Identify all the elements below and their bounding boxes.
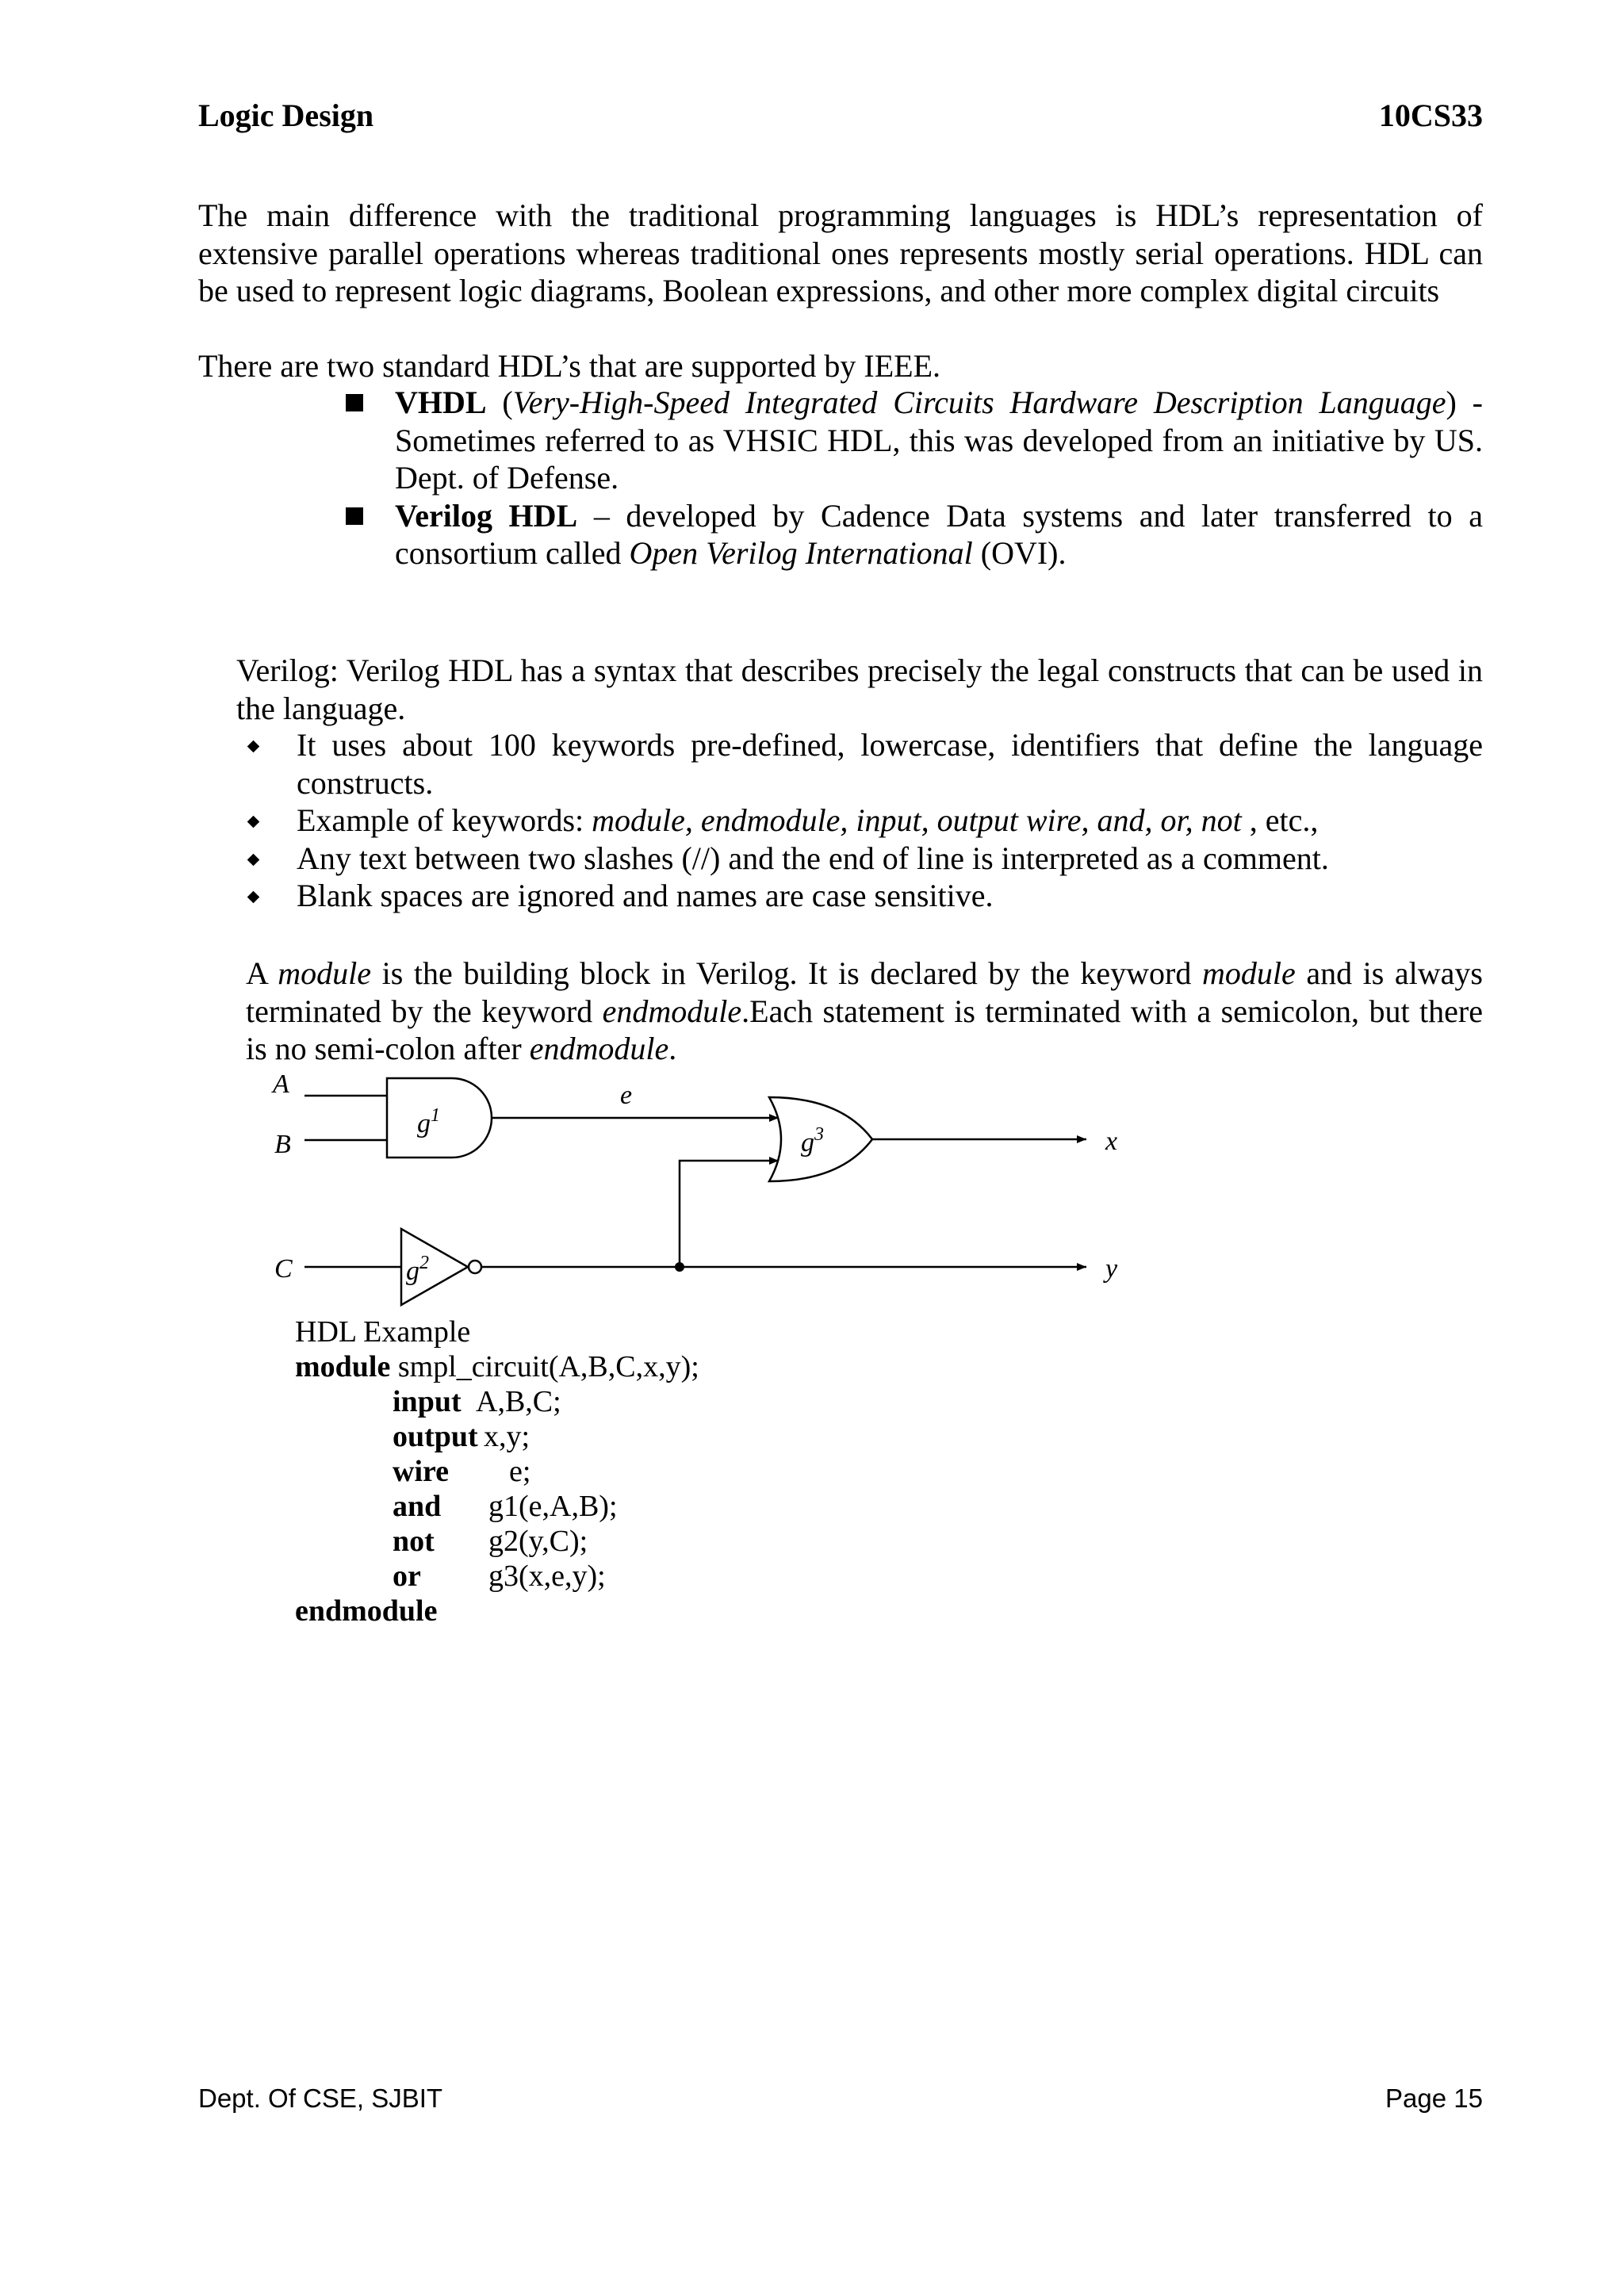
term-verilog: Verilog HDL [395,497,578,534]
list-item: It uses about 100 keywords pre-defined, lowercase, identifiers that define the language constructs. [246,726,1483,802]
junction-dot [675,1262,684,1272]
hdl-standards-list [343,384,1483,572]
footer-department: Dept. Of CSE, SJBIT [198,2084,443,2113]
verilog-paragraph: Verilog: Verilog HDL has a syntax that describes precisely the legal constructs that can be used in the language. [236,652,1483,726]
verilog-bullets [246,726,1483,915]
footer-page-number: Page 15 [1385,2084,1483,2113]
code-line: output x,y; [393,1420,530,1453]
code-line: and g1(e,A,B); [393,1490,618,1523]
module-paragraph: A module is the building block in Verilog. It is declared by the keyword module and is always terminated by the keyword endmodule.Each statement is terminated with a semicolon, but there is no semi-colon after endmodule. [246,955,1484,1066]
standards-intro: There are two standard HDL’s that are supported by IEEE. [198,348,940,384]
not-bubble [469,1261,481,1273]
intro-paragraph: The main difference with the traditional programming languages is HDL’s representation of extensive parallel operations whereas traditional ones represents mostly serial operations. HDL can be used to represent logic diagrams, Boolean expressions, and other more complex digital circuits [198,197,1483,308]
square-bullet-icon [346,507,363,525]
header-course-code: 10CS33 [1378,98,1483,133]
code-line: not g2(y,C); [393,1525,588,1558]
list-item: Example of keywords: module, endmodule, input, output wire, and, or, not , etc., [246,802,1483,840]
arrow-x [1077,1135,1086,1143]
logic-circuit-diagram [262,1070,1150,1308]
code-title: HDL Example [295,1315,471,1349]
diamond-bullet-icon [247,853,260,866]
diamond-bullet-icon [247,740,260,753]
label-output-y: y [1105,1254,1118,1284]
code-module-line: module smpl_circuit(A,B,C,x,y); [295,1350,699,1383]
diamond-bullet-icon [247,891,260,904]
label-gate-g2: $g^2$ [406,1253,429,1286]
ovi-name: Open Verilog International [629,535,973,571]
diamond-bullet-icon [247,816,260,828]
list-item: Any text between two slashes (//) and the end of line is interpreted as a comment. [246,840,1483,878]
list-item-verilog: Verilog HDL – developed by Cadence Data systems and later transferred to a consortium called Open Verilog International (OVI). [343,497,1483,572]
code-line: or g3(x,e,y); [393,1559,606,1593]
header-course-title: Logic Design [198,98,374,133]
label-input-b: B [274,1130,291,1159]
page-header [198,97,1483,136]
wire-y-branch [680,1161,779,1267]
term-vhdl: VHDL [395,385,487,420]
square-bullet-icon [346,394,363,411]
hdl-code-example [295,1314,699,1628]
label-input-c: C [274,1254,293,1284]
label-gate-g3: $g^3$ [801,1124,824,1158]
code-line: input A,B,C; [393,1385,561,1418]
list-item: Blank spaces are ignored and names are case sensitive. [246,877,1483,915]
label-gate-g1: $g^1$ [417,1105,440,1138]
code-line: wire e; [393,1455,531,1488]
label-wire-e: e [620,1081,633,1110]
vhdl-expansion: Very-High-Speed Integrated Circuits Hardware Description Language [512,385,1446,420]
label-input-a: A [273,1070,289,1099]
arrow-y [1077,1263,1086,1271]
list-item-vhdl: VHDL (Very-High-Speed Integrated Circuits Hardware Description Language) - Sometimes referred to as VHSIC HDL, this was developed from an initiative by US. Dept. of Defense. [343,384,1483,497]
label-output-x: x [1105,1127,1118,1156]
code-end-line: endmodule [295,1594,438,1628]
